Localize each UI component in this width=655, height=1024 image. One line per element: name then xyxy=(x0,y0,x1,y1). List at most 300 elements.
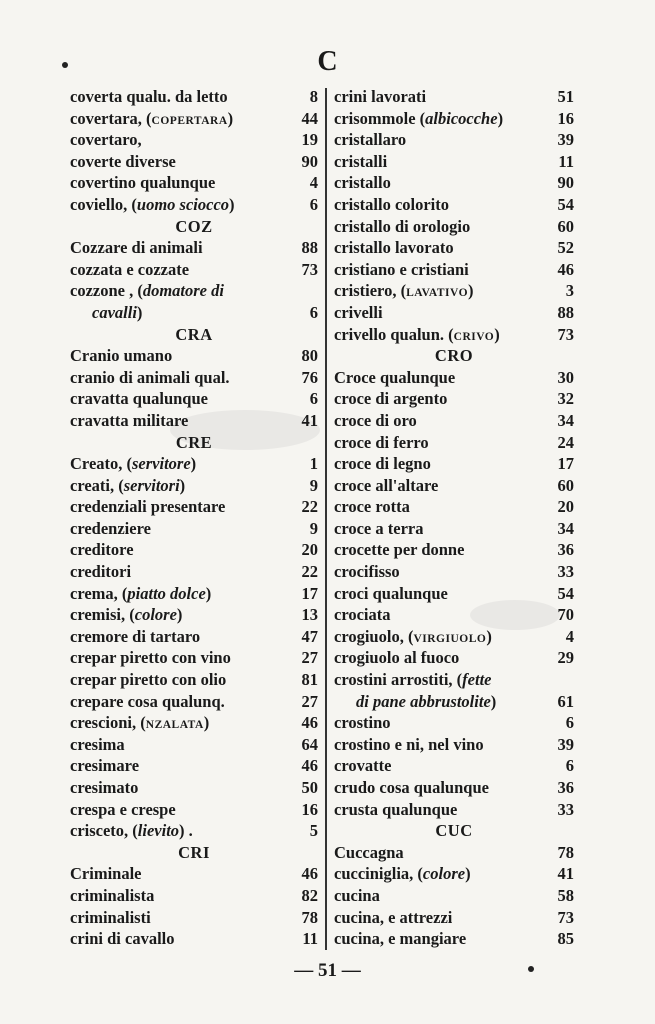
entry-term xyxy=(334,453,431,475)
letter-group-heading: COZ xyxy=(175,216,213,236)
entry-term xyxy=(334,129,406,151)
entry-text: crostini arrostiti, ( xyxy=(334,670,463,690)
entry-number: 46 xyxy=(301,864,318,884)
entry-number: 60 xyxy=(557,216,574,236)
index-entry xyxy=(334,475,574,497)
index-entry xyxy=(334,583,574,605)
entry-term xyxy=(334,842,404,864)
entry-text: crociata xyxy=(334,605,391,625)
entry-text: Cranio umano xyxy=(70,346,173,366)
entry-number: 51 xyxy=(557,87,574,106)
entry-gloss: servitore xyxy=(132,454,191,474)
entry-text: crema, ( xyxy=(70,583,128,603)
entry-text: crocette per donne xyxy=(334,540,465,560)
entry-number: 8 xyxy=(309,87,318,106)
index-entry xyxy=(334,518,574,540)
entry-term xyxy=(70,647,231,669)
entry-dialect: COPERTARA xyxy=(151,114,228,127)
index-entry xyxy=(334,626,574,648)
index-entry xyxy=(70,863,318,885)
index-entry xyxy=(334,755,574,777)
entry-text: coverta qualu. da letto xyxy=(70,87,228,106)
entry-text: coviello, ( xyxy=(70,194,137,214)
entry-term xyxy=(70,777,138,799)
entry-punct: ) xyxy=(176,605,183,625)
entry-number: 78 xyxy=(557,842,574,862)
entry-text: crivello qualun. ( xyxy=(334,324,454,344)
entry-term xyxy=(334,410,417,432)
entry-text: croce a terra xyxy=(334,518,424,538)
index-entry xyxy=(334,388,574,410)
index-entry xyxy=(70,410,318,432)
entry-number: 52 xyxy=(557,238,574,258)
index-entry xyxy=(334,561,574,583)
entry-number: 29 xyxy=(557,648,574,668)
index-entry xyxy=(334,453,574,475)
index-entry xyxy=(70,907,318,929)
entry-term xyxy=(70,669,226,691)
entry-number: 58 xyxy=(557,885,574,905)
entry-term xyxy=(334,561,400,583)
entry-text: cucina, e mangiare xyxy=(334,929,467,949)
entry-term xyxy=(334,496,410,518)
entry-term xyxy=(334,259,469,281)
entry-term xyxy=(70,129,142,151)
entry-text: cristallo colorito xyxy=(334,194,450,214)
entry-gloss: colore xyxy=(134,605,177,625)
index-entry xyxy=(70,453,318,475)
entry-text: cucciniglia, ( xyxy=(334,864,423,884)
entry-term xyxy=(70,259,189,281)
entry-text: criminalisti xyxy=(70,907,151,927)
entry-number: 41 xyxy=(301,410,318,430)
entry-number: 85 xyxy=(557,929,574,949)
entry-term xyxy=(70,172,215,194)
index-entry xyxy=(70,129,318,151)
entry-gloss: cavalli xyxy=(92,302,137,322)
index-entry xyxy=(70,647,318,669)
entry-text: creditore xyxy=(70,540,134,560)
entry-term xyxy=(334,216,470,238)
entry-term xyxy=(334,777,489,799)
entry-number: 22 xyxy=(301,562,318,582)
section-letter: C xyxy=(317,46,338,77)
entry-number: 46 xyxy=(557,259,574,279)
index-entry xyxy=(334,259,574,281)
entry-text: croce rotta xyxy=(334,497,410,517)
letter-group-heading: CRA xyxy=(175,324,213,344)
index-entry xyxy=(70,172,318,194)
entry-punct: ) xyxy=(205,583,212,603)
entry-number: 9 xyxy=(309,475,318,495)
index-entry xyxy=(70,626,318,648)
entry-term xyxy=(334,907,452,929)
entry-text: croce di oro xyxy=(334,410,417,430)
entry-text: Cuccagna xyxy=(334,842,404,862)
index-entry xyxy=(70,475,318,497)
entry-number: 20 xyxy=(557,497,574,517)
index-entry xyxy=(334,496,574,518)
entry-text: cresimare xyxy=(70,756,140,776)
entry-term xyxy=(70,885,154,907)
index-entry xyxy=(334,172,574,194)
letter-group-heading: CRO xyxy=(434,346,474,366)
index-entry xyxy=(334,216,574,238)
entry-text: credenziere xyxy=(70,518,151,538)
entry-number: 73 xyxy=(301,259,318,279)
entry-text: Cozzare di animali xyxy=(70,238,203,258)
entry-number: 36 xyxy=(557,540,574,560)
entry-text: cristiero, ( xyxy=(334,281,407,301)
entry-text: crepare cosa qualunq. xyxy=(70,691,225,711)
entry-text: crivelli xyxy=(334,302,383,322)
entry-term xyxy=(334,432,429,454)
entry-text: criminalista xyxy=(70,885,155,905)
index-entry xyxy=(334,280,574,302)
entry-punct: ) xyxy=(486,626,492,646)
entry-punct: ) xyxy=(203,713,210,733)
entry-gloss: colore xyxy=(422,864,466,884)
index-entry xyxy=(70,799,318,821)
entry-text: Criminale xyxy=(70,864,142,884)
entry-punct: ) xyxy=(227,108,234,128)
entry-text: covertino qualunque xyxy=(70,173,216,193)
entry-number: 30 xyxy=(557,367,574,387)
entry-term xyxy=(70,237,203,259)
entry-number: 16 xyxy=(557,108,574,128)
entry-term xyxy=(334,302,383,324)
index-entry xyxy=(70,820,318,842)
entry-punct: ) xyxy=(190,454,197,474)
entry-term xyxy=(70,583,211,605)
index-entry xyxy=(70,669,318,691)
entry-term xyxy=(334,755,391,777)
index-entry xyxy=(70,561,318,583)
index-entry xyxy=(334,907,574,929)
index-entry xyxy=(70,280,318,302)
entry-punct: ) xyxy=(468,281,474,301)
index-entry xyxy=(334,237,574,259)
entry-text: credenziali presentare xyxy=(70,497,226,517)
entry-number: 6 xyxy=(565,756,574,776)
entry-text: cravatta qualunque xyxy=(70,389,208,409)
entry-number: 3 xyxy=(565,281,574,301)
index-entry xyxy=(334,432,574,454)
index-entry xyxy=(70,108,318,130)
entry-punct: ) xyxy=(497,108,504,128)
entry-number: 11 xyxy=(302,929,318,949)
entry-text: cristallo di orologio xyxy=(334,216,471,236)
entry-term xyxy=(70,561,131,583)
entry-punct: ) xyxy=(490,691,497,711)
entry-term xyxy=(70,820,193,842)
entry-number: 22 xyxy=(301,497,318,517)
entry-term xyxy=(70,86,228,108)
entry-text: creati, ( xyxy=(70,475,124,495)
entry-text: cozzata e cozzate xyxy=(70,259,190,279)
entry-punct: ) xyxy=(229,194,235,214)
entry-gloss: albicocche xyxy=(425,108,498,128)
entry-number: 27 xyxy=(301,648,318,668)
entry-number: 16 xyxy=(301,799,318,819)
entry-term xyxy=(334,583,448,605)
page-number: — 51 — xyxy=(294,960,361,981)
index-entry xyxy=(334,799,574,821)
entry-text: cristallo lavorato xyxy=(334,238,454,258)
entry-text: cristalli xyxy=(334,151,388,171)
entry-text: crostino e ni, nel vino xyxy=(334,734,484,754)
entry-number: 61 xyxy=(557,691,574,711)
entry-text: cresima xyxy=(70,734,125,754)
entry-number: 60 xyxy=(557,475,574,495)
entry-number: 19 xyxy=(301,130,318,150)
index-entry xyxy=(334,151,574,173)
entry-term xyxy=(334,647,459,669)
entry-number: 27 xyxy=(301,691,318,711)
entry-term xyxy=(334,928,466,950)
index-entry xyxy=(334,108,574,130)
index-entry xyxy=(334,734,574,756)
entry-number: 39 xyxy=(557,734,574,754)
index-entry xyxy=(334,129,574,151)
entry-text: croci qualunque xyxy=(334,583,448,603)
entry-number: 6 xyxy=(309,389,318,409)
entry-number: 5 xyxy=(309,821,318,841)
entry-term xyxy=(70,475,185,497)
entry-text: cresimato xyxy=(70,778,139,797)
entry-text: crespa e crespe xyxy=(70,799,176,819)
entry-term xyxy=(334,388,447,410)
index-entry xyxy=(70,734,318,756)
entry-number: 36 xyxy=(557,778,574,797)
entry-number: 73 xyxy=(557,324,574,344)
index-entry xyxy=(70,237,318,259)
entry-gloss: uomo sciocco xyxy=(136,194,230,214)
entry-term xyxy=(70,194,235,216)
entry-number: 78 xyxy=(301,907,318,927)
entry-number: 33 xyxy=(557,799,574,819)
index-entry xyxy=(334,842,574,864)
entry-term xyxy=(334,86,426,108)
entry-term xyxy=(334,799,457,821)
entry-text: crovatte xyxy=(334,756,392,776)
entry-text: cozzone , ( xyxy=(70,281,143,301)
entry-gloss: di pane abbrustolite xyxy=(356,691,491,711)
entry-text: cremore di tartaro xyxy=(70,626,201,646)
entry-number: 88 xyxy=(557,302,574,322)
entry-term xyxy=(70,734,125,756)
entry-term xyxy=(334,108,503,130)
entry-text: crudo cosa qualunque xyxy=(334,778,489,797)
entry-number: 20 xyxy=(301,540,318,560)
entry-number: 50 xyxy=(301,778,318,797)
entry-term xyxy=(70,604,182,626)
index-entry xyxy=(70,345,318,367)
entry-text: crini di cavallo xyxy=(70,929,175,949)
entry-number: 54 xyxy=(557,194,574,214)
entry-term xyxy=(334,604,391,626)
index-entry xyxy=(334,885,574,907)
entry-gloss: servitori xyxy=(123,475,180,495)
entry-term xyxy=(70,388,208,410)
left-column xyxy=(70,86,318,950)
entry-number: 24 xyxy=(557,432,574,452)
entry-text: crocifisso xyxy=(334,562,400,582)
index-entry xyxy=(70,259,318,281)
letter-group-heading: CUC xyxy=(435,821,473,841)
entry-term xyxy=(334,734,484,756)
entry-text: croce di argento xyxy=(334,389,448,409)
entry-term xyxy=(334,691,496,713)
entry-number: 32 xyxy=(557,389,574,409)
entry-term xyxy=(334,712,391,734)
entry-term xyxy=(70,410,188,432)
entry-term xyxy=(70,151,176,173)
index-entry xyxy=(70,885,318,907)
entry-text: creditori xyxy=(70,562,132,582)
entry-term xyxy=(70,755,139,777)
index-entry xyxy=(70,928,318,950)
entry-number: 34 xyxy=(557,410,574,430)
index-entry xyxy=(334,863,574,885)
entry-text: crusta qualunque xyxy=(334,799,458,819)
index-entry xyxy=(70,194,318,216)
entry-number: 39 xyxy=(557,130,574,150)
index-entry xyxy=(334,324,574,346)
entry-number: 54 xyxy=(557,583,574,603)
entry-term xyxy=(70,345,172,367)
entry-punct: ) . xyxy=(179,821,193,841)
entry-punct: ) xyxy=(136,302,143,322)
entry-text: covertara, ( xyxy=(70,108,152,128)
entry-text: croce all'altare xyxy=(334,475,439,495)
entry-text: Croce qualunque xyxy=(334,367,456,387)
entry-term xyxy=(334,669,491,691)
index-entry xyxy=(70,583,318,605)
entry-number: 81 xyxy=(301,670,318,690)
entry-term xyxy=(70,928,175,950)
entry-punct: ) xyxy=(465,864,471,884)
entry-number: 46 xyxy=(301,756,318,776)
entry-number: 4 xyxy=(309,173,318,193)
entry-text: croce di ferro xyxy=(334,432,429,452)
entry-gloss: lievito xyxy=(137,821,180,841)
entry-term xyxy=(334,151,387,173)
index-entry xyxy=(70,712,318,734)
entry-dialect: VIRGIUOLO xyxy=(413,632,487,645)
index-entry xyxy=(70,539,318,561)
entry-number: 80 xyxy=(301,346,318,366)
index-entry xyxy=(70,691,318,713)
letter-group-heading: CRI xyxy=(178,842,210,862)
column-divider xyxy=(325,88,327,950)
entry-text: covertaro, xyxy=(70,130,142,150)
entry-dialect: NZALATA xyxy=(145,719,204,732)
entry-number: 90 xyxy=(557,173,574,193)
index-entry xyxy=(70,151,318,173)
entry-text: crogiuolo al fuoco xyxy=(334,648,460,668)
entry-text: cucina, e attrezzi xyxy=(334,907,453,927)
entry-term xyxy=(334,539,464,561)
entry-number: 64 xyxy=(301,734,318,754)
entry-text: crisceto, ( xyxy=(70,821,138,841)
entry-punct: ) xyxy=(494,324,500,344)
index-entry xyxy=(334,604,574,626)
entry-text: coverte diverse xyxy=(70,151,176,171)
entry-gloss: domatore di xyxy=(142,281,224,301)
entry-term xyxy=(70,799,176,821)
entry-number: 44 xyxy=(301,108,318,128)
index-entry xyxy=(70,518,318,540)
entry-number: 33 xyxy=(557,562,574,582)
index-entry xyxy=(70,302,318,324)
entry-number: 1 xyxy=(309,454,318,474)
right-column xyxy=(334,86,574,950)
index-entry xyxy=(334,367,574,389)
entry-number: 6 xyxy=(309,302,318,322)
index-entry xyxy=(334,691,574,713)
index-entry xyxy=(334,86,574,108)
entry-number: 82 xyxy=(301,885,318,905)
entry-number: 6 xyxy=(309,194,318,214)
entry-term xyxy=(70,907,151,929)
entry-number: 47 xyxy=(301,626,318,646)
entry-text: crostino xyxy=(334,713,391,733)
entry-term xyxy=(334,237,454,259)
index-entry xyxy=(334,539,574,561)
index-entry xyxy=(334,194,574,216)
index-entry xyxy=(334,712,574,734)
index-entry xyxy=(334,669,574,691)
entry-text: cucina xyxy=(334,885,380,905)
index-entry xyxy=(334,410,574,432)
entry-term xyxy=(334,475,438,497)
index-entry xyxy=(70,367,318,389)
index-entry xyxy=(334,647,574,669)
index-entry xyxy=(70,604,318,626)
entry-text: croce di legno xyxy=(334,454,431,474)
entry-punct: ) xyxy=(179,475,186,495)
index-entry xyxy=(70,755,318,777)
entry-term xyxy=(70,367,230,389)
entry-term xyxy=(70,626,200,648)
entry-number: 41 xyxy=(557,864,574,884)
entry-number: 88 xyxy=(301,238,318,258)
ink-dot xyxy=(528,966,534,972)
index-entry xyxy=(70,777,318,799)
entry-number: 76 xyxy=(301,367,318,387)
entry-text: crepar piretto con olio xyxy=(70,670,227,690)
entry-term xyxy=(70,453,196,475)
entry-number: 70 xyxy=(557,605,574,625)
entry-number: 11 xyxy=(558,151,574,171)
entry-term xyxy=(334,367,455,389)
entry-dialect: CRIVO xyxy=(453,330,495,343)
index-entry xyxy=(70,496,318,518)
entry-text: cranio di animali qual. xyxy=(70,367,230,387)
entry-number: 17 xyxy=(301,583,318,603)
entry-number: 90 xyxy=(301,151,318,171)
entry-term xyxy=(70,539,134,561)
entry-term xyxy=(334,885,380,907)
entry-text: cristallaro xyxy=(334,130,407,150)
entry-text: cravatta militare xyxy=(70,410,189,430)
entry-number: 4 xyxy=(565,626,574,646)
entry-text: crescioni, ( xyxy=(70,713,146,733)
entry-term xyxy=(334,863,471,885)
entry-term xyxy=(70,691,225,713)
entry-term xyxy=(70,863,142,885)
